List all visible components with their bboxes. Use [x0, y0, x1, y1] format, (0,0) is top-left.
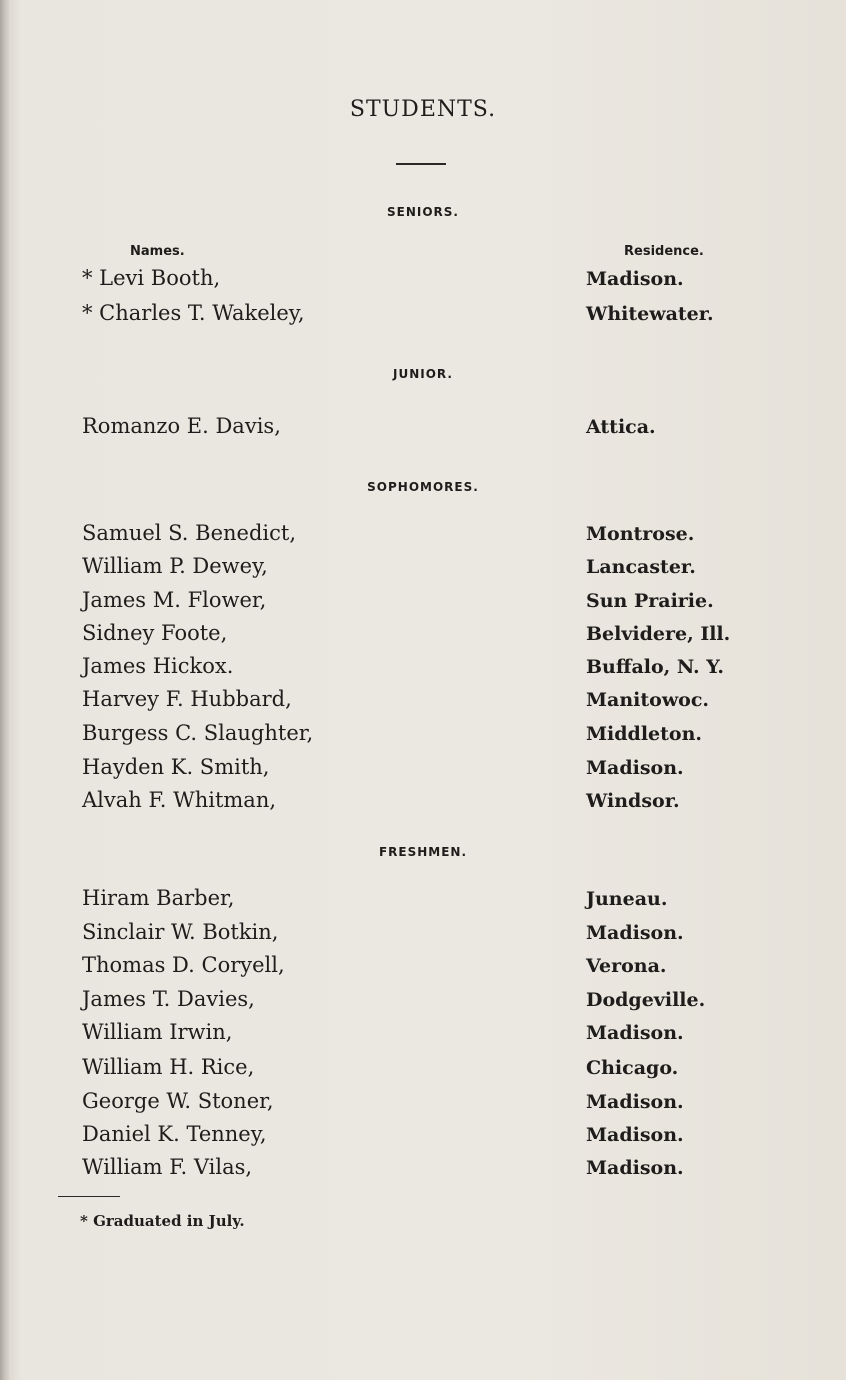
student-residence: Madison. [586, 1157, 684, 1179]
column-header-names: Names. [130, 244, 185, 259]
student-name: Alvah F. Whitman, [82, 788, 277, 812]
student-name: Samuel S. Benedict, [82, 521, 296, 545]
student-residence: Madison. [586, 268, 684, 290]
student-residence: Madison. [586, 1022, 684, 1044]
student-residence: Juneau. [586, 888, 668, 910]
student-residence: Madison. [586, 1124, 684, 1146]
student-name: William Irwin, [82, 1020, 233, 1044]
section-heading-junior: JUNIOR. [393, 367, 453, 381]
student-residence: Montrose. [586, 523, 695, 545]
student-residence: Madison. [586, 922, 684, 944]
student-name: Hiram Barber, [82, 886, 235, 910]
student-name: William F. Vilas, [82, 1155, 253, 1179]
student-residence: Attica. [586, 416, 656, 438]
student-residence: Madison. [586, 757, 684, 779]
student-residence: Manitowoc. [586, 689, 710, 711]
student-residence: Whitewater. [586, 303, 714, 325]
page-title: STUDENTS. [349, 97, 497, 122]
student-name: Hayden K. Smith, [82, 755, 270, 779]
student-residence: Middleton. [586, 723, 703, 745]
student-residence: Lancaster. [586, 556, 696, 578]
student-name: Thomas D. Coryell, [82, 953, 285, 977]
footnote: * Graduated in July. [80, 1212, 245, 1230]
student-residence: Madison. [586, 1091, 684, 1113]
footnote-rule [58, 1196, 120, 1197]
student-name: Romanzo E. Davis, [82, 414, 281, 438]
student-name: George W. Stoner, [82, 1089, 274, 1113]
section-heading-freshmen: FRESHMEN. [378, 845, 468, 859]
student-name: Sinclair W. Botkin, [82, 920, 279, 944]
student-residence: Buffalo, N. Y. [586, 656, 725, 678]
student-residence: Windsor. [586, 790, 680, 812]
student-name: * Charles T. Wakeley, [82, 301, 305, 325]
student-name: James T. Davies, [82, 987, 255, 1011]
section-heading-sophomores: SOPHOMORES. [367, 480, 479, 494]
student-name: * Levi Booth, [82, 266, 221, 290]
student-name: Burgess C. Slaughter, [82, 721, 314, 745]
student-name: James Hickox. [82, 654, 234, 678]
student-residence: Dodgeville. [586, 989, 706, 1011]
student-residence: Chicago. [586, 1057, 679, 1079]
student-name: Daniel K. Tenney, [82, 1122, 267, 1146]
column-header-residence: Residence. [624, 244, 704, 259]
student-name: Harvey F. Hubbard, [82, 687, 292, 711]
student-name: William P. Dewey, [82, 554, 268, 578]
title-rule [396, 163, 446, 165]
student-residence: Sun Prairie. [586, 590, 714, 612]
student-residence: Belvidere, Ill. [586, 623, 731, 645]
student-residence: Verona. [586, 955, 667, 977]
student-name: Sidney Foote, [82, 621, 228, 645]
section-heading-seniors: SENIORS. [387, 205, 459, 219]
student-name: William H. Rice, [82, 1055, 255, 1079]
student-name: James M. Flower, [82, 588, 267, 612]
